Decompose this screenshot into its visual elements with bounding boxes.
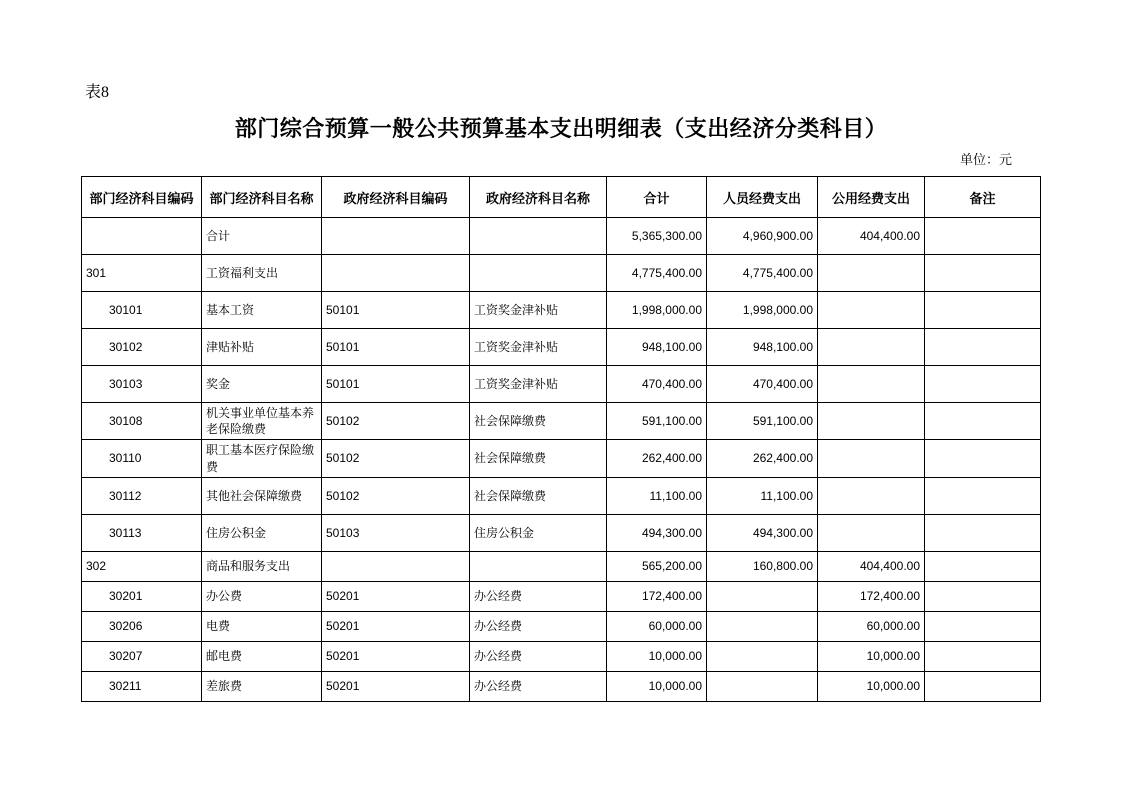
cell-personnel-exp [707, 611, 818, 641]
cell-dept-code: 30101 [82, 292, 202, 329]
cell-gov-name: 社会保障缴费 [470, 440, 607, 477]
table-row [82, 477, 1041, 514]
cell-dept-name: 津贴补贴 [202, 329, 322, 366]
budget-detail-table [81, 176, 1041, 702]
table-row [82, 218, 1041, 255]
cell-personnel-exp [707, 581, 818, 611]
column-header-dept-name: 部门经济科目名称 [202, 177, 322, 218]
cell-dept-name: 邮电费 [202, 641, 322, 671]
cell-gov-code: 50201 [322, 641, 470, 671]
cell-public-exp [818, 440, 925, 477]
cell-dept-code: 302 [82, 551, 202, 581]
cell-gov-name: 住房公积金 [470, 514, 607, 551]
cell-dept-name: 职工基本医疗保险缴费 [202, 440, 322, 477]
cell-gov-code: 50101 [322, 366, 470, 403]
cell-gov-name: 社会保障缴费 [470, 477, 607, 514]
cell-public-exp [818, 329, 925, 366]
cell-remarks [925, 255, 1041, 292]
cell-dept-name: 合计 [202, 218, 322, 255]
cell-gov-code: 50102 [322, 440, 470, 477]
cell-remarks [925, 671, 1041, 701]
cell-remarks [925, 611, 1041, 641]
cell-remarks [925, 641, 1041, 671]
cell-gov-name [470, 218, 607, 255]
cell-dept-name: 奖金 [202, 366, 322, 403]
cell-gov-name [470, 255, 607, 292]
cell-total: 10,000.00 [607, 641, 707, 671]
cell-dept-name: 电费 [202, 611, 322, 641]
cell-gov-name: 工资奖金津补贴 [470, 366, 607, 403]
cell-dept-code: 30110 [82, 440, 202, 477]
cell-gov-code [322, 551, 470, 581]
cell-personnel-exp [707, 641, 818, 671]
cell-gov-name: 办公经费 [470, 671, 607, 701]
cell-total: 4,775,400.00 [607, 255, 707, 292]
cell-total: 11,100.00 [607, 477, 707, 514]
cell-total: 470,400.00 [607, 366, 707, 403]
column-header-gov-name: 政府经济科目名称 [470, 177, 607, 218]
cell-dept-code: 301 [82, 255, 202, 292]
cell-remarks [925, 366, 1041, 403]
cell-total: 172,400.00 [607, 581, 707, 611]
cell-personnel-exp: 470,400.00 [707, 366, 818, 403]
cell-total: 262,400.00 [607, 440, 707, 477]
page-title: 部门综合预算一般公共预算基本支出明细表（支出经济分类科目） [234, 116, 888, 141]
cell-remarks [925, 551, 1041, 581]
cell-total: 60,000.00 [607, 611, 707, 641]
cell-gov-code: 50201 [322, 611, 470, 641]
column-header-remarks: 备注 [925, 177, 1041, 218]
cell-public-exp: 10,000.00 [818, 641, 925, 671]
cell-dept-name: 办公费 [202, 581, 322, 611]
cell-dept-code: 30112 [82, 477, 202, 514]
cell-dept-code [82, 218, 202, 255]
cell-gov-name: 工资奖金津补贴 [470, 329, 607, 366]
cell-personnel-exp: 591,100.00 [707, 403, 818, 440]
cell-total: 948,100.00 [607, 329, 707, 366]
cell-dept-name: 工资福利支出 [202, 255, 322, 292]
cell-public-exp: 172,400.00 [818, 581, 925, 611]
header-row [82, 177, 1041, 218]
cell-personnel-exp: 160,800.00 [707, 551, 818, 581]
cell-remarks [925, 440, 1041, 477]
table-body [82, 218, 1041, 702]
table-row [82, 329, 1041, 366]
table-row [82, 671, 1041, 701]
cell-total: 494,300.00 [607, 514, 707, 551]
table-row [82, 514, 1041, 551]
cell-remarks [925, 477, 1041, 514]
cell-gov-code: 50101 [322, 292, 470, 329]
cell-dept-name: 其他社会保障缴费 [202, 477, 322, 514]
cell-total: 565,200.00 [607, 551, 707, 581]
cell-dept-code: 30102 [82, 329, 202, 366]
column-header-public-exp: 公用经费支出 [818, 177, 925, 218]
cell-public-exp: 10,000.00 [818, 671, 925, 701]
table-row [82, 440, 1041, 477]
cell-gov-code: 50201 [322, 581, 470, 611]
table-row [82, 366, 1041, 403]
cell-public-exp [818, 292, 925, 329]
cell-personnel-exp: 4,775,400.00 [707, 255, 818, 292]
cell-remarks [925, 581, 1041, 611]
cell-gov-name [470, 551, 607, 581]
cell-dept-code: 30211 [82, 671, 202, 701]
cell-gov-code: 50101 [322, 329, 470, 366]
table-row [82, 255, 1041, 292]
cell-gov-name: 办公经费 [470, 581, 607, 611]
cell-dept-name: 基本工资 [202, 292, 322, 329]
table-number-label: 表8 [85, 84, 110, 101]
column-header-total: 合计 [607, 177, 707, 218]
cell-dept-name: 差旅费 [202, 671, 322, 701]
cell-dept-name: 住房公积金 [202, 514, 322, 551]
cell-dept-name: 机关事业单位基本养老保险缴费 [202, 403, 322, 440]
cell-remarks [925, 218, 1041, 255]
table-row [82, 292, 1041, 329]
unit-note: 单位：元 [959, 152, 1012, 167]
cell-total: 1,998,000.00 [607, 292, 707, 329]
cell-gov-name: 办公经费 [470, 611, 607, 641]
table-row [82, 403, 1041, 440]
cell-public-exp: 60,000.00 [818, 611, 925, 641]
cell-gov-code [322, 255, 470, 292]
cell-personnel-exp: 1,998,000.00 [707, 292, 818, 329]
cell-dept-code: 30207 [82, 641, 202, 671]
cell-public-exp [818, 403, 925, 440]
cell-personnel-exp: 262,400.00 [707, 440, 818, 477]
table-row [82, 551, 1041, 581]
cell-dept-code: 30108 [82, 403, 202, 440]
cell-gov-code: 50103 [322, 514, 470, 551]
cell-total: 10,000.00 [607, 671, 707, 701]
cell-remarks [925, 292, 1041, 329]
cell-public-exp [818, 514, 925, 551]
cell-dept-name: 商品和服务支出 [202, 551, 322, 581]
cell-personnel-exp: 494,300.00 [707, 514, 818, 551]
cell-gov-code [322, 218, 470, 255]
cell-gov-code: 50102 [322, 403, 470, 440]
table-row [82, 581, 1041, 611]
cell-personnel-exp [707, 671, 818, 701]
cell-gov-name: 工资奖金津补贴 [470, 292, 607, 329]
cell-personnel-exp: 948,100.00 [707, 329, 818, 366]
cell-dept-code: 30206 [82, 611, 202, 641]
cell-personnel-exp: 11,100.00 [707, 477, 818, 514]
cell-public-exp [818, 366, 925, 403]
cell-remarks [925, 329, 1041, 366]
cell-gov-code: 50201 [322, 671, 470, 701]
cell-public-exp [818, 477, 925, 514]
cell-public-exp: 404,400.00 [818, 218, 925, 255]
cell-personnel-exp: 4,960,900.00 [707, 218, 818, 255]
cell-gov-code: 50102 [322, 477, 470, 514]
cell-gov-name: 社会保障缴费 [470, 403, 607, 440]
table-row [82, 611, 1041, 641]
cell-total: 5,365,300.00 [607, 218, 707, 255]
cell-public-exp [818, 255, 925, 292]
cell-remarks [925, 403, 1041, 440]
cell-remarks [925, 514, 1041, 551]
column-header-personnel-exp: 人员经费支出 [707, 177, 818, 218]
cell-dept-code: 30113 [82, 514, 202, 551]
cell-gov-name: 办公经费 [470, 641, 607, 671]
table-row [82, 641, 1041, 671]
cell-total: 591,100.00 [607, 403, 707, 440]
cell-dept-code: 30201 [82, 581, 202, 611]
column-header-gov-code: 政府经济科目编码 [322, 177, 470, 218]
cell-dept-code: 30103 [82, 366, 202, 403]
column-header-dept-code: 部门经济科目编码 [82, 177, 202, 218]
cell-public-exp: 404,400.00 [818, 551, 925, 581]
